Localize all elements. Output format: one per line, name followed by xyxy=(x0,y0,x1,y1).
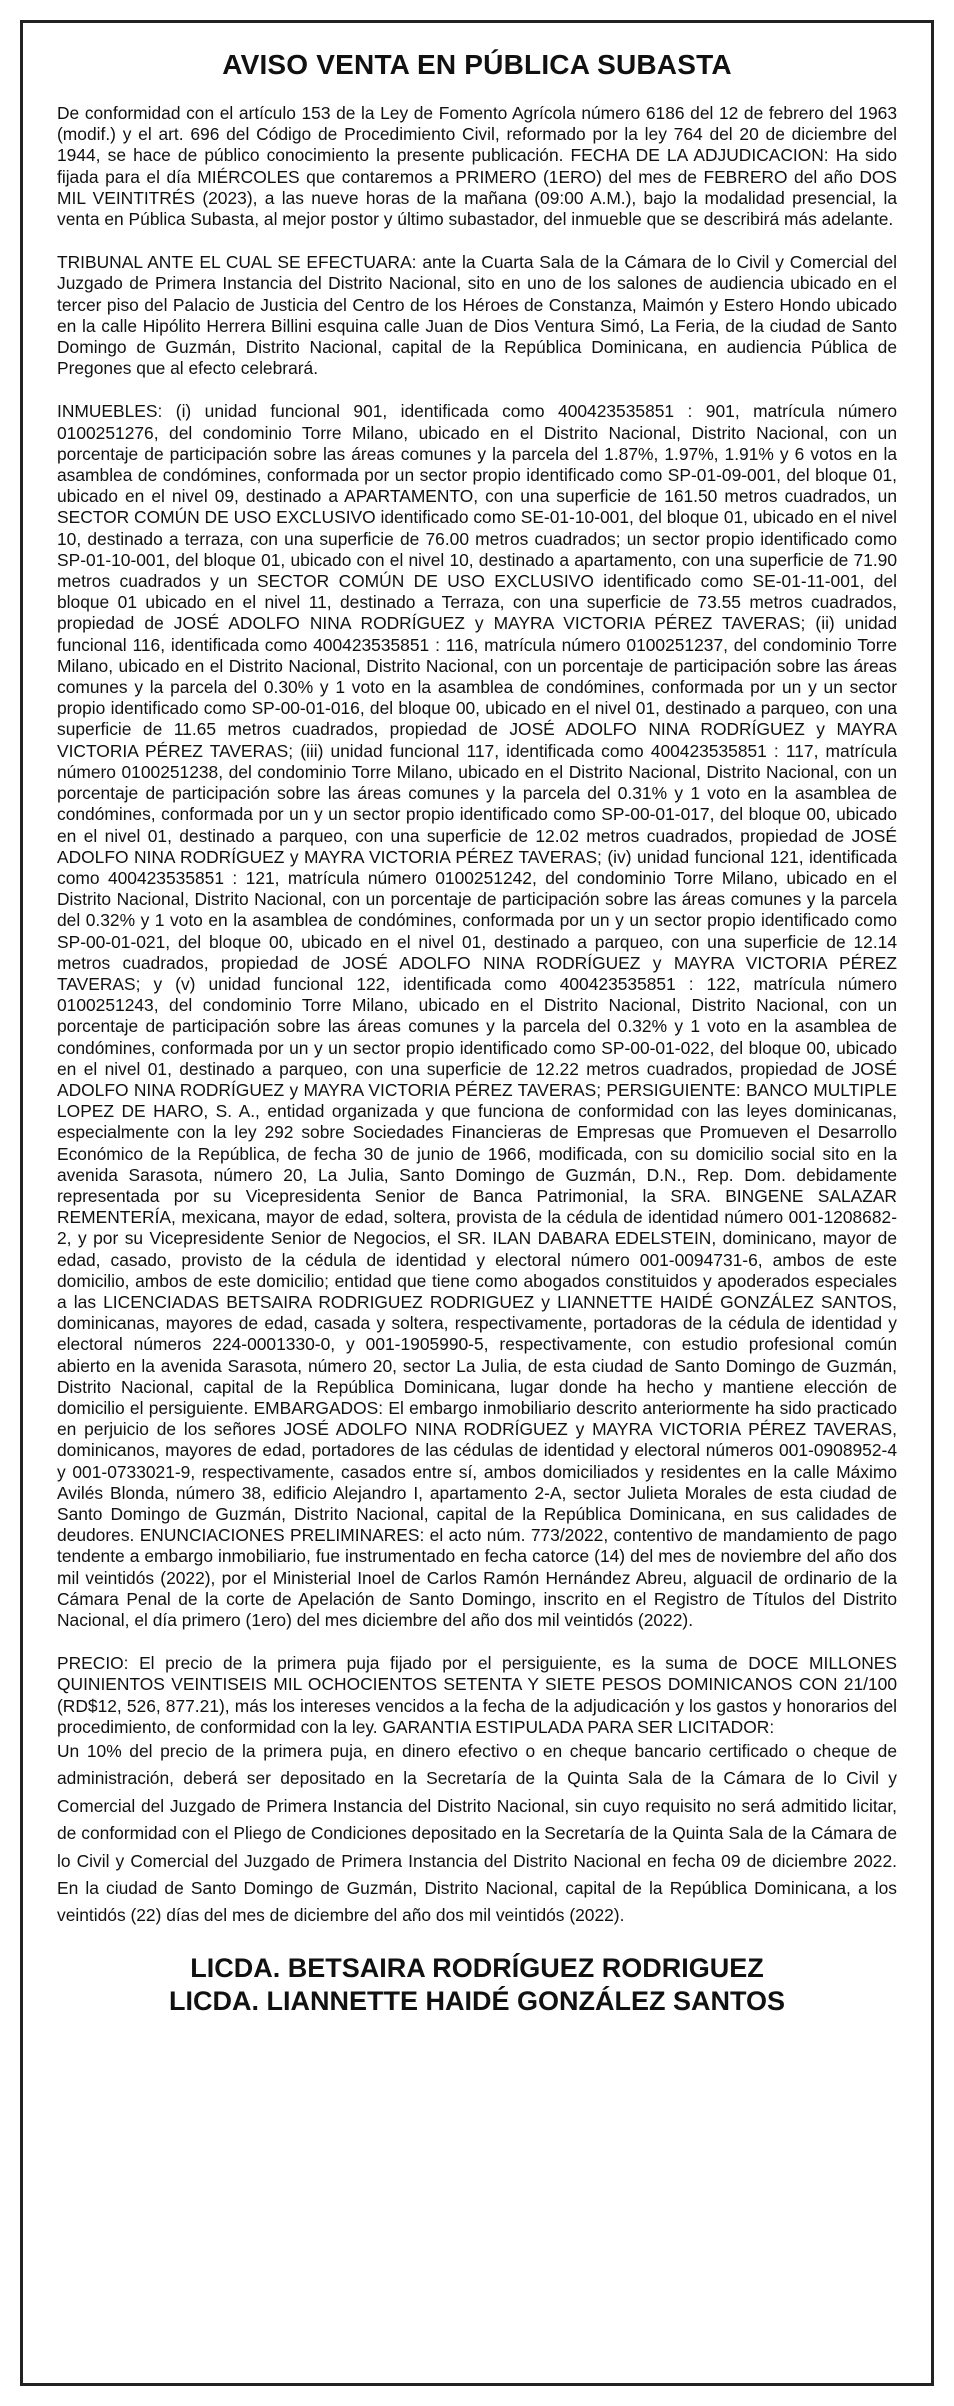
paragraph-adjudication-date: De conformidad con el artículo 153 de la Ley de Fomento Agrícola número 6186 del 12 de febrero del 1963 (modif.) y el art. 696 del Código de Procedimiento Civil, reformado por la ley 764 del 20 de diciembre del 1944, se hace de público conocimiento la presente publicación. FECHA DE LA ADJUDICACION: Ha sido fijada para el día MIÉRCOLES que contaremos a PRIMERO (1ERO) del mes de FEBRERO del año DOS MIL VEINTITRÉS (2023), a las nueve horas de la mañana (09:00 A.M.), bajo la modalidad presencial, la venta en Pública Subasta, al mejor postor y último subastador, del inmueble que se describirá más adelante. xyxy=(57,103,897,230)
paragraph-properties: INMUEBLES: (i) unidad funcional 901, identificada como 400423535851 : 901, matrícula número 0100251276, del condominio Torre Milano, ubicado en el Distrito Nacional, Distrito Nacional, con un porcentaje de participación sobre las áreas comunes y la parcela del 1.87%, 1.97%, 1.91% y 6 votos en la asamblea de condómines, conformada por un sector propio identificado como SP-01-09-001, del bloque 01, ubicado en el nivel 09, destinado a APARTAMENTO, con una superficie de 161.50 metros cuadrados, un SECTOR COMÚN DE USO EXCLUSIVO identificado como SE-01-10-001, del bloque 01, ubicado en el nivel 10, destinado a terraza, con una superficie de 76.00 metros cuadrados; un sector propio identificado como SP-01-10-001, del bloque 01, ubicado con el nivel 10, destinado a apartamento, con una superficie de 71.90 metros cuadrados y un SECTOR COMÚN DE USO EXCLUSIVO identificado como SE-01-11-001, del bloque 01 ubicado en el nivel 11, destinado a Terraza, con una superficie de 73.55 metros cuadrados, propiedad de JOSÉ ADOLFO NINA RODRÍGUEZ y MAYRA VICTORIA PÉREZ TAVERAS; (ii) unidad funcional 116, identificada como 400423535851 : 116, matrícula número 0100251237, del condominio Torre Milano, ubicado en el Distrito Nacional, Distrito Nacional, con un porcentaje de participación sobre las áreas comunes y la parcela del 0.30% y 1 voto en la asamblea de condómines, conformada por un y un sector propio identificado como SP-00-01-016, del bloque 00, ubicado en el nivel 01, destinado a parqueo, con una superficie de 11.65 metros cuadrados, propiedad de JOSÉ ADOLFO NINA RODRÍGUEZ y MAYRA VICTORIA PÉREZ TAVERAS; (iii) unidad funcional 117, identificada como 400423535851 : 117, matrícula número 0100251238, del condominio Torre Milano, ubicado en el Distrito Nacional, Distrito Nacional, con un porcentaje de participación sobre las áreas comunes y la parcela del 0.31% y 1 voto en la asamblea de condómines, conformada por un y un sector propio identificado como SP-00-01-017, del bloque 00, ubicado en el nivel 01, destinado a parqueo, con una superficie de 12.02 metros cuadrados, propiedad de JOSÉ ADOLFO NINA RODRÍGUEZ y MAYRA VICTORIA PÉREZ TAVERAS; (iv) unidad funcional 121, identificada como 400423535851 : 121, matrícula número 0100251242, del condominio Torre Milano, ubicado en el Distrito Nacional, Distrito Nacional, con un porcentaje de participación sobre las áreas comunes y la parcela del 0.32% y 1 voto en la asamblea de condómines, conformada por un y un sector propio identificado como SP-00-01-021, del bloque 00, ubicado en el nivel 01, destinado a parqueo, con una superficie de 12.14 metros cuadrados, propiedad de JOSÉ ADOLFO NINA RODRÍGUEZ y MAYRA VICTORIA PÉREZ TAVERAS; y (v) unidad funcional 122, identificada como 400423535851 : 122, matrícula número 0100251243, del condominio Torre Milano, ubicado en el Distrito Nacional, Distrito Nacional, con un porcentaje de participación sobre las áreas comunes y la parcela del 0.32% y 1 voto en la asamblea de condómines, conformada por un y un sector propio identificado como SP-00-01-022, del bloque 00, ubicado en el nivel 01, destinado a parqueo, con una superficie de 12.22 metros cuadrados, propiedad de JOSÉ ADOLFO NINA RODRÍGUEZ y MAYRA VICTORIA PÉREZ TAVERAS; PERSIGUIENTE: BANCO MULTIPLE LOPEZ DE HARO, S. A., entidad organizada y que funciona de conformidad con las leyes dominicanas, especialmente con la ley 292 sobre Sociedades Financieras de Empresas que Promueven el Desarrollo Económico de la República, de fecha 30 de junio de 1966, modificada, con su domicilio social sito en la avenida Sarasota, número 20, La Julia, Santo Domingo de Guzmán, D.N., Rep. Dom. debidamente representada por su Vicepresidenta Senior de Banca Patrimonial, la SRA. BINGENE SALAZAR REMENTERÍA, mexicana, mayor de edad, soltera, provista de la cédula de identidad número 001-1208682-2, y por su Vicepresidente Senior de Negocios, el SR. ILAN DABARA EDELSTEIN, dominicano, mayor de edad, casado, provisto de la cédula de identidad y electoral número 001-0094731-6, ambos de este domicilio, ambos de este domicilio; entidad que tiene como abogados constituidos y apoderados especiales a las LICENCIADAS BETSAIRA RODRIGUEZ RODRIGUEZ y LIANNETTE HAIDÉ GONZÁLEZ SANTOS, dominicanas, mayores de edad, casada y soltera, respectivamente, portadoras de la cédula de identidad y electoral números 224-0001330-0, y 001-1905990-5, respectivamente, con estudio profesional común abierto en la avenida Sarasota, número 20, sector La Julia, de esta ciudad de Santo Domingo de Guzmán, Distrito Nacional, capital de la República Dominicana, lugar donde ha hecho y mantiene elección de domicilio el persiguiente. EMBARGADOS: El embargo inmobiliario descrito anteriormente ha sido practicado en perjuicio de los señores JOSÉ ADOLFO NINA RODRÍGUEZ y MAYRA VICTORIA PÉREZ TAVERAS, dominicanos, mayores de edad, portadores de las cédulas de identidad y electoral números 001-0908952-4 y 001-0733021-9, respectivamente, casados entre sí, ambos domiciliados y residentes en la calle Máximo Avilés Blonda, número 38, edificio Alejandro I, apartamento 2-A, sector Julieta Morales de esta ciudad de Santo Domingo de Guzmán, Distrito Nacional, capital de la República Dominicana, en sus calidades de deudores. ENUNCIACIONES PRELIMINARES: el acto núm. 773/2022, contentivo de mandamiento de pago tendente a embargo inmobiliario, fue instrumentado en fecha catorce (14) del mes de noviembre del año dos mil veintidós (2022), por el Ministerial Inoel de Carlos Ramón Hernández Abreu, alguacil de ordinario de la Cámara Penal de la corte de Apelación de Santo Domingo, inscrito en el Registro de Títulos del Distrito Nacional, el día primero (1ero) del mes diciembre del año dos mil veintidós (2022). xyxy=(57,401,897,1631)
paragraph-guarantee: Un 10% del precio de la primera puja, en dinero efectivo o en cheque bancario certificado o cheque de administración, deberá ser depositado en la Secretaría de la Quinta Sala de la Cámara de lo Civil y Comercial del Juzgado de Primera Instancia del Distrito Nacional, sin cuyo requisito no será admitido licitar, de conformidad con el Pliego de Condiciones depositado en la Secretaría de la Quinta Sala de la Cámara de lo Civil y Comercial del Juzgado de Primera Instancia del Distrito Nacional en fecha 09 de diciembre 2022. En la ciudad de Santo Domingo de Guzmán, Distrito Nacional, capital de la República Dominicana, a los veintidós (22) días del mes de diciembre del año dos mil veintidós (2022). xyxy=(57,1741,897,1926)
notice-title: AVISO VENTA EN PÚBLICA SUBASTA xyxy=(222,49,732,80)
auction-notice xyxy=(20,20,934,2386)
paragraph-tribunal: TRIBUNAL ANTE EL CUAL SE EFECTUARA: ante la Cuarta Sala de la Cámara de lo Civil y Comercial del Juzgado de Primera Instancia del Distrito Nacional, sito en uno de los salones de audiencia ubicado en el tercer piso del Palacio de Justicia del Centro de los Héroes de Constanza, Maimón y Estero Hondo ubicado en la calle Hipólito Herrera Billini esquina calle Juan de Dios Ventura Simó, La Feria, de la ciudad de Santo Domingo de Guzmán, Distrito Nacional, capital de la República Dominicana, en audiencia Pública de Pregones que al efecto celebrará. xyxy=(57,252,897,379)
signature-name: LICDA. LIANNETTE HAIDÉ GONZÁLEZ SANTOS xyxy=(168,1985,785,2016)
paragraph-price: PRECIO: El precio de la primera puja fijado por el persiguiente, es la suma de DOCE MILLONES QUINIENTOS VEINTISEIS MIL OCHOCIENTOS SETENTA Y SIETE PESOS DOMINICANOS CON 21/100 (RD$12, 526, 877.21), más los intereses vencidos a la fecha de la adjudicación y los gastos y honorarios del procedimiento, de conformidad con la ley. GARANTIA ESTIPULADA PARA SER LICITADOR: xyxy=(57,1653,897,1737)
signature-block xyxy=(57,1952,897,2018)
signature-name: LICDA. BETSAIRA RODRÍGUEZ RODRIGUEZ xyxy=(190,1952,764,1983)
